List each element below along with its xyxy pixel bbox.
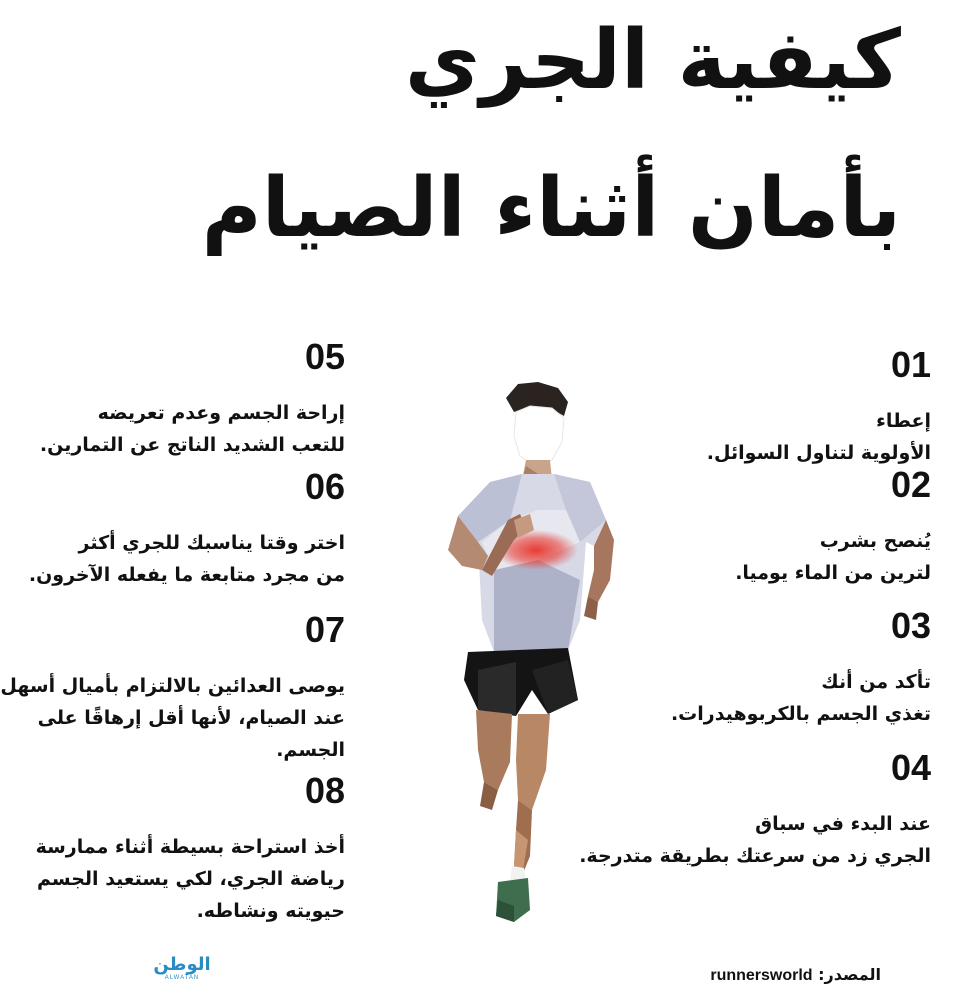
tip-text-line: الأولوية لتناول السوائل. <box>706 442 931 464</box>
tip-text-line: أخذ استراحة بسيطة أثناء ممارسة <box>35 836 345 858</box>
alwatan-logo <box>150 955 214 987</box>
title-line-1: كيفية الجري <box>404 13 901 108</box>
tip-text-line: للتعب الشديد الناتج عن التمارين. <box>39 434 345 456</box>
tip-02 <box>735 465 931 589</box>
source-credit <box>710 965 881 985</box>
tip-06 <box>29 467 345 591</box>
runner-illustration <box>418 370 618 930</box>
tip-03 <box>671 606 931 730</box>
tip-number: 08 <box>304 770 345 811</box>
tip-text-line: اختر وقتا يناسبك للجري أكثر <box>78 532 345 554</box>
title-line-2: بأمان أثناء الصيام <box>201 161 901 256</box>
logo-arabic: الوطن <box>153 954 211 975</box>
tip-number: 05 <box>304 336 345 377</box>
tip-text-line: الجسم. <box>276 739 345 761</box>
tip-text-line: لترين من الماء يوميا. <box>735 562 931 584</box>
tip-text-line: إراحة الجسم وعدم تعريضه <box>97 402 345 424</box>
logo-english: ALWATAN <box>164 975 200 981</box>
tip-text-line: يوصى العدائين بالالتزام بأميال أسهل <box>0 675 345 697</box>
tip-text-line: يُنصح بشرب <box>819 530 931 552</box>
tip-text-line: عند البدء في سباق <box>755 813 931 835</box>
tip-text-line: من مجرد متابعة ما يفعله الآخرون. <box>28 564 345 586</box>
tip-01 <box>707 345 931 469</box>
tip-04 <box>579 748 931 872</box>
source-value: runnersworld <box>710 967 813 984</box>
tip-text-line: رياضة الجري، لكي يستعيد الجسم <box>37 868 345 890</box>
tip-text-line: الجري زد من سرعتك بطريقة متدرجة. <box>579 845 931 867</box>
tip-text-line: تأكد من أنك <box>821 671 931 693</box>
tip-number: 02 <box>890 464 931 505</box>
tip-08 <box>36 771 345 927</box>
tip-number: 03 <box>890 605 931 646</box>
tip-text-line: إعطاء <box>876 410 931 432</box>
tip-text-line: عند الصيام، لأنها أقل إرهاقًا على <box>37 707 345 729</box>
tip-07 <box>0 610 345 766</box>
tip-05 <box>40 337 345 461</box>
tip-number: 01 <box>890 344 931 385</box>
tip-number: 06 <box>304 466 345 507</box>
tip-number: 07 <box>304 609 345 650</box>
tip-text-line: حيويته ونشاطه. <box>196 900 345 922</box>
source-label: المصدر: <box>818 965 881 984</box>
tip-number: 04 <box>890 747 931 788</box>
tip-text-line: تغذي الجسم بالكربوهيدرات. <box>670 703 931 725</box>
